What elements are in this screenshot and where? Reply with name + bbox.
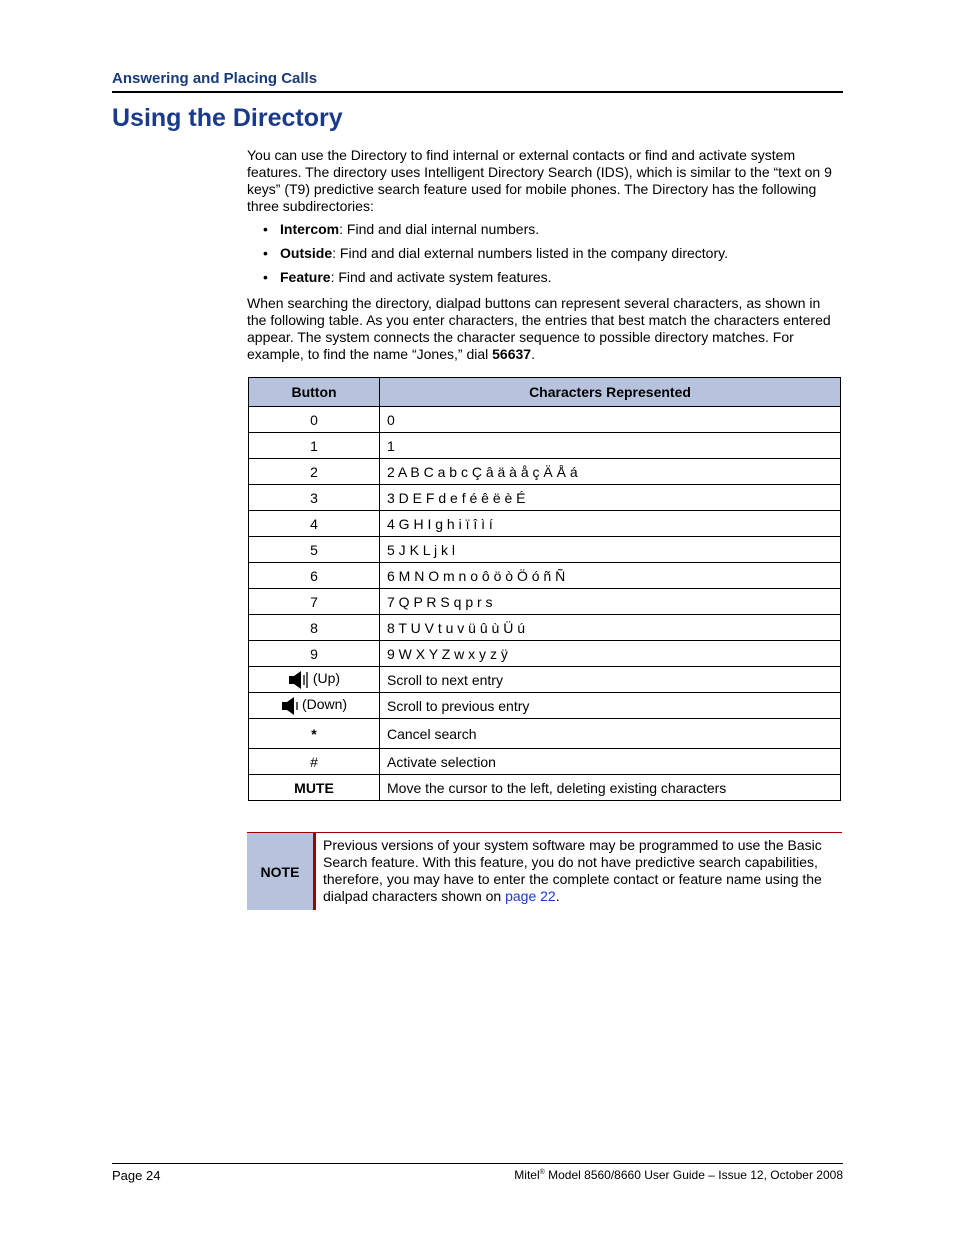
note-label: NOTE — [247, 833, 316, 910]
page-number: Page 24 — [112, 1168, 161, 1183]
table-row: 5 5 J K L j k l — [249, 537, 841, 563]
table-row: MUTE Move the cursor to the left, deleting existing characters — [249, 775, 841, 801]
table-row: 7 7 Q P R S q p r s — [249, 589, 841, 615]
example-number: 56637 — [492, 346, 532, 362]
table-row: 8 8 T U V t u v ü û ù Ü ú — [249, 615, 841, 641]
table-row: 4 4 G H I g h i ï î ì í — [249, 511, 841, 537]
table-row: 0 0 — [249, 407, 841, 433]
column-header-button: Button — [249, 378, 380, 407]
speaker-up-icon — [288, 671, 310, 689]
column-header-characters: Characters Represented — [380, 378, 841, 407]
note-box — [247, 832, 842, 910]
guide-title: Mitel® Model 8560/8660 User Guide – Issue 12, October 2008 — [514, 1168, 843, 1182]
table-row: (Down) Scroll to previous entry — [249, 693, 841, 719]
list-item: • Intercom: Find and dial internal numbers. — [263, 221, 540, 237]
table-row: (Up) Scroll to next entry — [249, 667, 841, 693]
search-paragraph: When searching the directory, dialpad buttons can represent several characters, as shown in the following table. As you enter characters, the entries that best match the characters entered appear. The system connects the character sequence to possible directory matches. For example, to find the name “Jones,” dial 56637. — [247, 295, 831, 362]
page-title: Using the Directory — [112, 104, 343, 132]
page-footer — [112, 1163, 843, 1183]
character-table — [248, 377, 841, 801]
subdirectory-list — [247, 221, 839, 293]
page-link[interactable]: page 22 — [505, 888, 556, 904]
intro-paragraph: You can use the Directory to find internal or external contacts or find and activate system features. The directory uses Intelligent Directory Search (IDS), which is similar to the “text on 9 keys” (T9) predictive search feature used for mobile phones. The Directory has the following three subdirectories: — [247, 147, 832, 214]
table-row: 1 1 — [249, 433, 841, 459]
section-header: Answering and Placing Calls — [112, 70, 843, 93]
table-row: 6 6 M N O m n o ô ö ò Ö ó ñ Ñ — [249, 563, 841, 589]
speaker-down-icon — [281, 697, 299, 715]
table-row: 2 2 A B C a b c Ç â ä à å ç Ä Å á — [249, 459, 841, 485]
table-row: 9 9 W X Y Z w x y z ÿ — [249, 641, 841, 667]
table-row: # Activate selection — [249, 749, 841, 775]
list-item: • Outside: Find and dial external numbers listed in the company directory. — [263, 245, 728, 261]
table-row: 3 3 D E F d e f é ê ë è É — [249, 485, 841, 511]
table-row: * Cancel search — [249, 719, 841, 749]
list-item: • Feature: Find and activate system features. — [263, 269, 552, 285]
note-text: Previous versions of your system software may be programmed to use the Basic Search feature. With this feature, you do not have predictive search capabilities, therefore, you may have to enter the complete contact or feature name using the dialpad characters shown on page 22. — [323, 837, 822, 904]
table-header-row — [249, 378, 841, 407]
